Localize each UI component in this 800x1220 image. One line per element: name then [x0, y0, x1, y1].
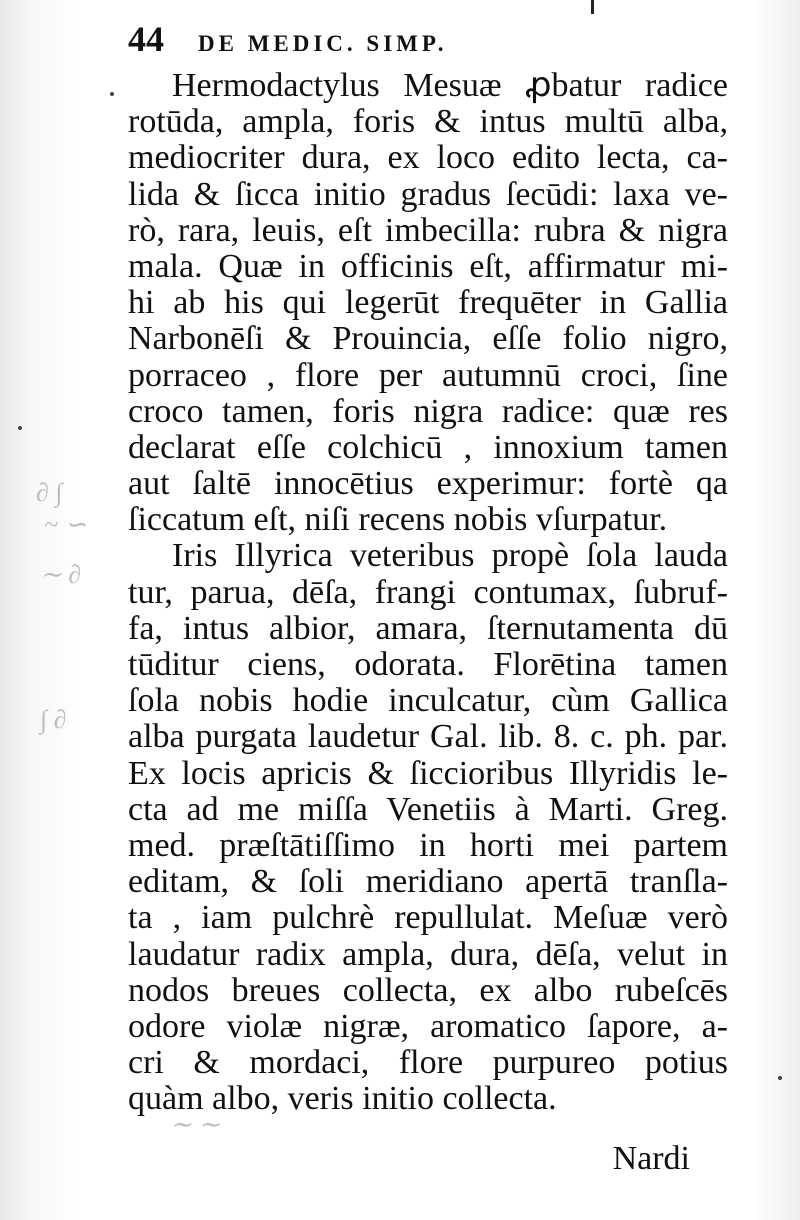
body-text [128, 68, 728, 1117]
text-line: rò, rara, leuis, eſt imbecilla: rubra & nigra [128, 211, 728, 249]
page-header [128, 18, 588, 60]
ink-speck [18, 426, 22, 430]
text-line: tur, parua, dēſa, frangi contumax, ſubruf- [128, 573, 728, 611]
text-line: alba purgata laudetur Gal. lib. 8. c. ph. par. [128, 718, 728, 756]
text-line: ſola nobis hodie inculcatur, cùm Gallica [128, 682, 728, 720]
text-line: Hermodactylus Mesuæ ꝓbatur radice [172, 67, 728, 104]
text-line: odore violæ nigræ, aromatico ſapore, a- [128, 1007, 728, 1045]
text-line: croco tamen, foris nigra radice: quæ res [128, 392, 728, 430]
bleed-through-mark: ~ ∽ [44, 510, 87, 539]
text-line: fa, intus albior, amara, ſternutamenta dū [128, 609, 728, 647]
bleed-through-mark: ∼ ∼ [170, 1110, 221, 1139]
text-line: rotūda, ampla, foris & intus multū alba, [128, 103, 728, 141]
catchword: Nardi [612, 1140, 690, 1177]
top-edge-mark [591, 0, 594, 14]
text-line: porraceo , flore per autumnū croci, ſine [128, 356, 728, 394]
text-line: cri & mordaci, flore purpureo potius [128, 1044, 728, 1082]
text-line: editam, & ſoli meridiano apertā tranſla- [128, 863, 728, 901]
text-line: mala. Quæ in officinis eſt, affirmatur mi- [128, 247, 728, 285]
bleed-through-mark: ∼ ∂ [40, 560, 82, 589]
text-line: aut ſaltē innocētius experimur: fortè qa [128, 465, 728, 503]
text-line: declarat eſſe colchicū , innoxium tamen [128, 428, 728, 466]
bleed-through-mark: ∫ ∂ [40, 705, 67, 734]
text-line: med. præſtātiſſimo in horti mei partem [128, 826, 728, 864]
text-line: mediocriter dura, ex loco edito lecta, ca- [128, 139, 728, 177]
ink-speck [778, 1076, 782, 1080]
text-line: nodos breues collecta, ex albo rubeſcēs [128, 971, 728, 1009]
running-head: DE MEDIC. SIMP. [198, 31, 448, 56]
text-line: laudatur radix ampla, dura, dēſa, velut in [128, 935, 728, 973]
text-line: Ex locis apricis & ſiccioribus Illyridis le- [128, 754, 728, 792]
text-line: lida & ſicca initio gradus ſecūdi: laxa ve- [128, 175, 728, 213]
page-number: 44 [128, 19, 164, 59]
text-line: Narbonēſi & Prouincia, eſſe folio nigro, [128, 320, 728, 358]
text-line: ſiccatum eſt, niſi recens nobis vſurpatur. [128, 501, 668, 539]
bleed-through-mark: ∂ ∫ [36, 478, 63, 507]
text-line: tūditur ciens, odorata. Florētina tamen [128, 646, 728, 683]
text-line: cta ad me miſſa Venetiis à Marti. Greg. [128, 790, 728, 828]
text-line: ta , iam pulchrè repullulat. Meſuæ verò [128, 899, 728, 937]
ink-speck [110, 92, 114, 96]
text-line: quàm albo, veris initio collecta. [128, 1080, 557, 1118]
text-line: hi ab his qui legerūt frequēter in Gallia [128, 284, 728, 322]
text-line: Iris Illyrica veteribus propè ſola lauda [172, 537, 728, 575]
